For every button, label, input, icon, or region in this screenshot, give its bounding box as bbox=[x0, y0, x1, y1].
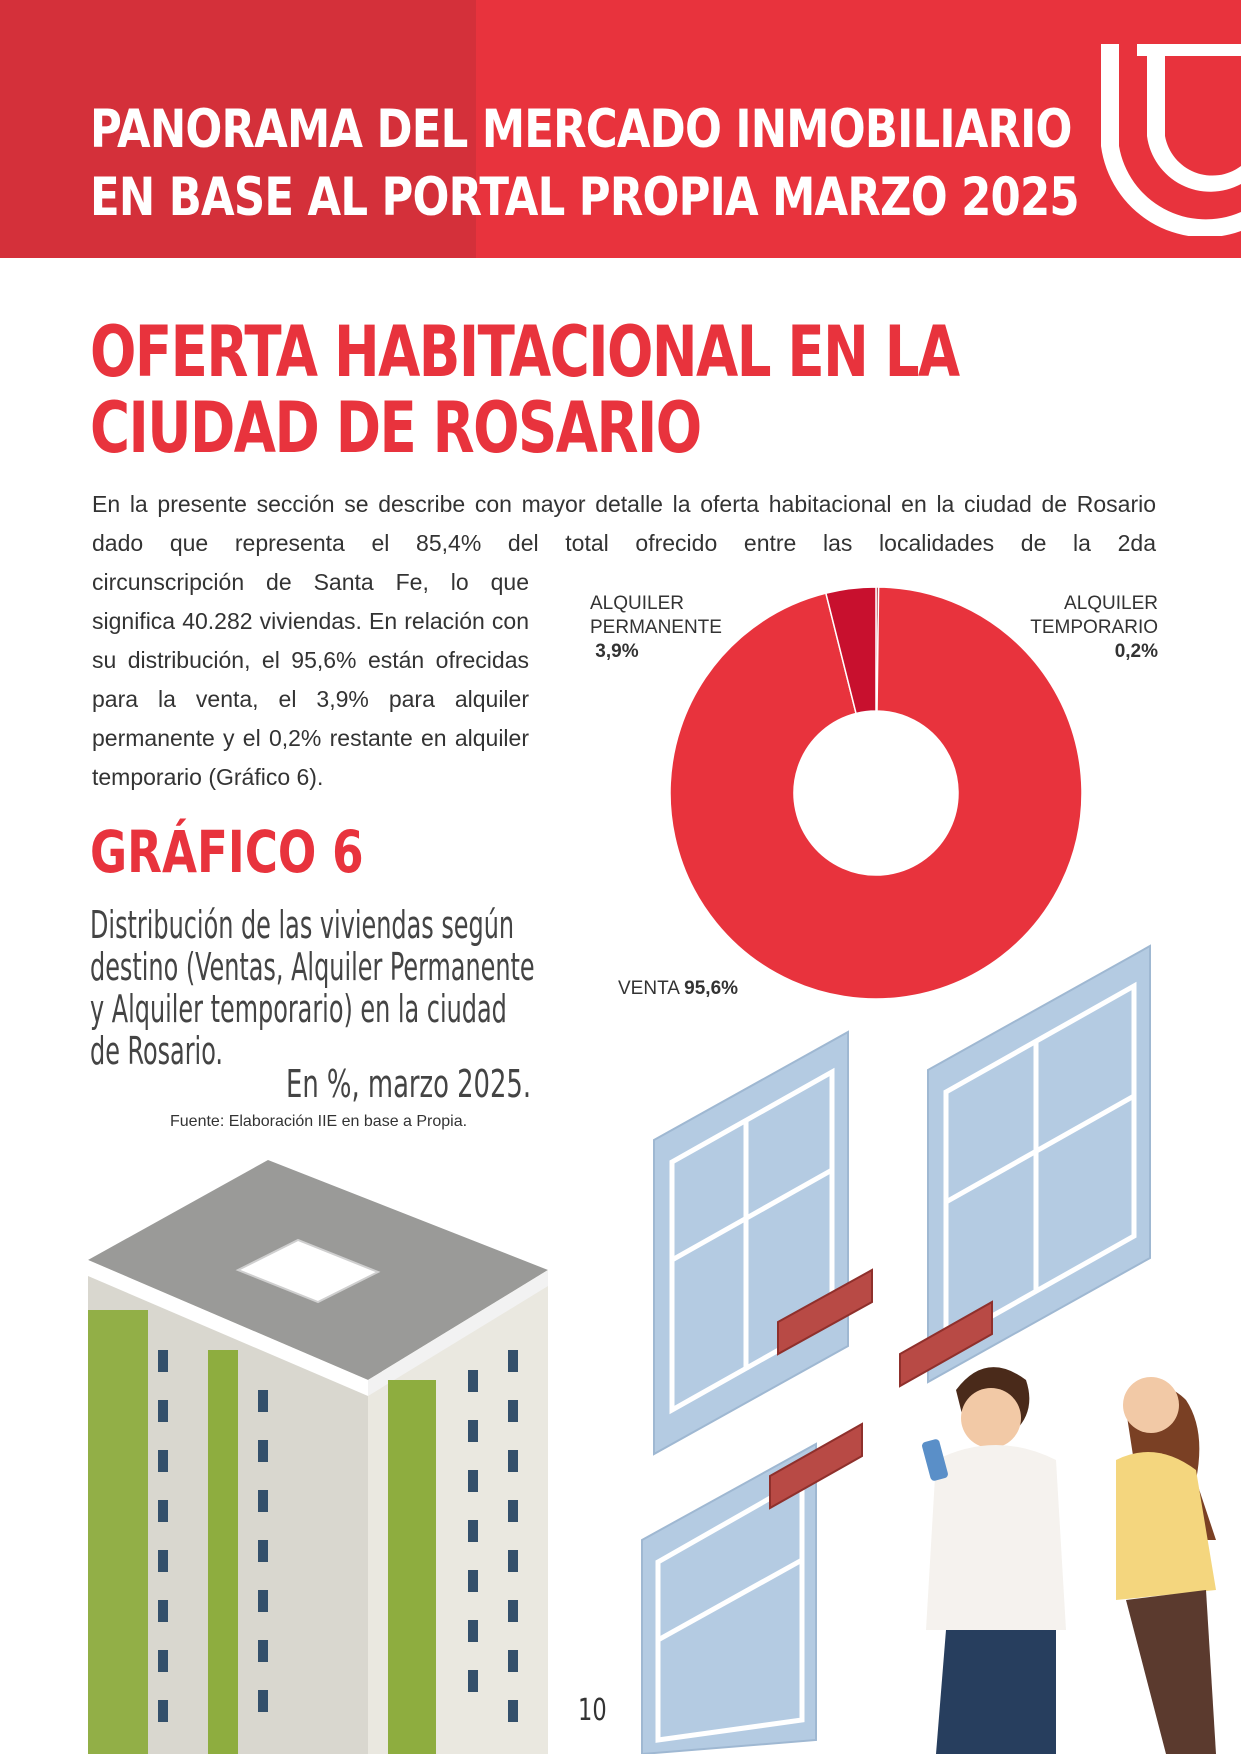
header-title bbox=[90, 96, 1079, 232]
people-illustration bbox=[916, 1350, 1241, 1754]
label-temp-value: 0,2% bbox=[1114, 641, 1158, 662]
label-temp-line2: TEMPORARIO bbox=[1030, 617, 1158, 638]
chart-number-title: GRÁFICO 6 bbox=[90, 818, 364, 886]
label-venta-text: VENTA bbox=[618, 978, 679, 999]
header-title-line2: EN BASE AL PORTAL PROPIA MARZO 2025 bbox=[90, 167, 1079, 228]
label-perm-line2: PERMANENTE bbox=[590, 617, 722, 638]
chart-description bbox=[90, 904, 535, 1072]
intro-paragraph: En la presente sección se describe con mayor detalle la oferta habitacional en la ciudad de Rosario dado que representa el 85,4% del total ofrecido entre las localidades de la 2da bbox=[92, 491, 1156, 556]
section-title-line1: OFERTA HABITACIONAL EN LA bbox=[90, 311, 959, 393]
header-title-line1: PANORAMA DEL MERCADO INMOBILIARIO bbox=[90, 99, 1072, 160]
section-title-line2: CIUDAD DE ROSARIO bbox=[90, 387, 701, 469]
chart-unit: En %, marzo 2025. bbox=[286, 1062, 532, 1106]
chart-description-line: de Rosario. bbox=[90, 1029, 223, 1073]
building-illustration bbox=[88, 1160, 548, 1754]
label-venta-value: 95,6% bbox=[684, 978, 739, 999]
label-perm-value: 3,9% bbox=[595, 641, 639, 662]
section-title bbox=[90, 311, 959, 469]
chart-description-line: destino (Ventas, Alquiler Permanente bbox=[90, 945, 535, 989]
label-alquiler-permanente bbox=[590, 592, 722, 664]
chart-description-line: Distribución de las viviendas según bbox=[90, 903, 515, 947]
label-temp-line1: ALQUILER bbox=[1064, 593, 1158, 614]
header-banner bbox=[0, 0, 1241, 258]
chart-source: Fuente: Elaboración IIE en base a Propia. bbox=[170, 1113, 468, 1130]
chart-description-line: y Alquiler temporario) en la ciudad bbox=[90, 987, 507, 1031]
brand-logo-icon bbox=[1101, 26, 1241, 236]
page-number: 10 bbox=[578, 1693, 607, 1728]
label-perm-line1: ALQUILER bbox=[590, 593, 684, 614]
label-alquiler-temporario bbox=[1000, 592, 1158, 664]
body-paragraph: circunscripción de Santa Fe, lo que significa 40.282 viviendas. En relación con su distribución, el 95,6% están ofrecidas para la venta, el 3,9% para alquiler permanente y el 0,2% restante en alquiler temporario (Gráfico 6). bbox=[92, 569, 529, 790]
